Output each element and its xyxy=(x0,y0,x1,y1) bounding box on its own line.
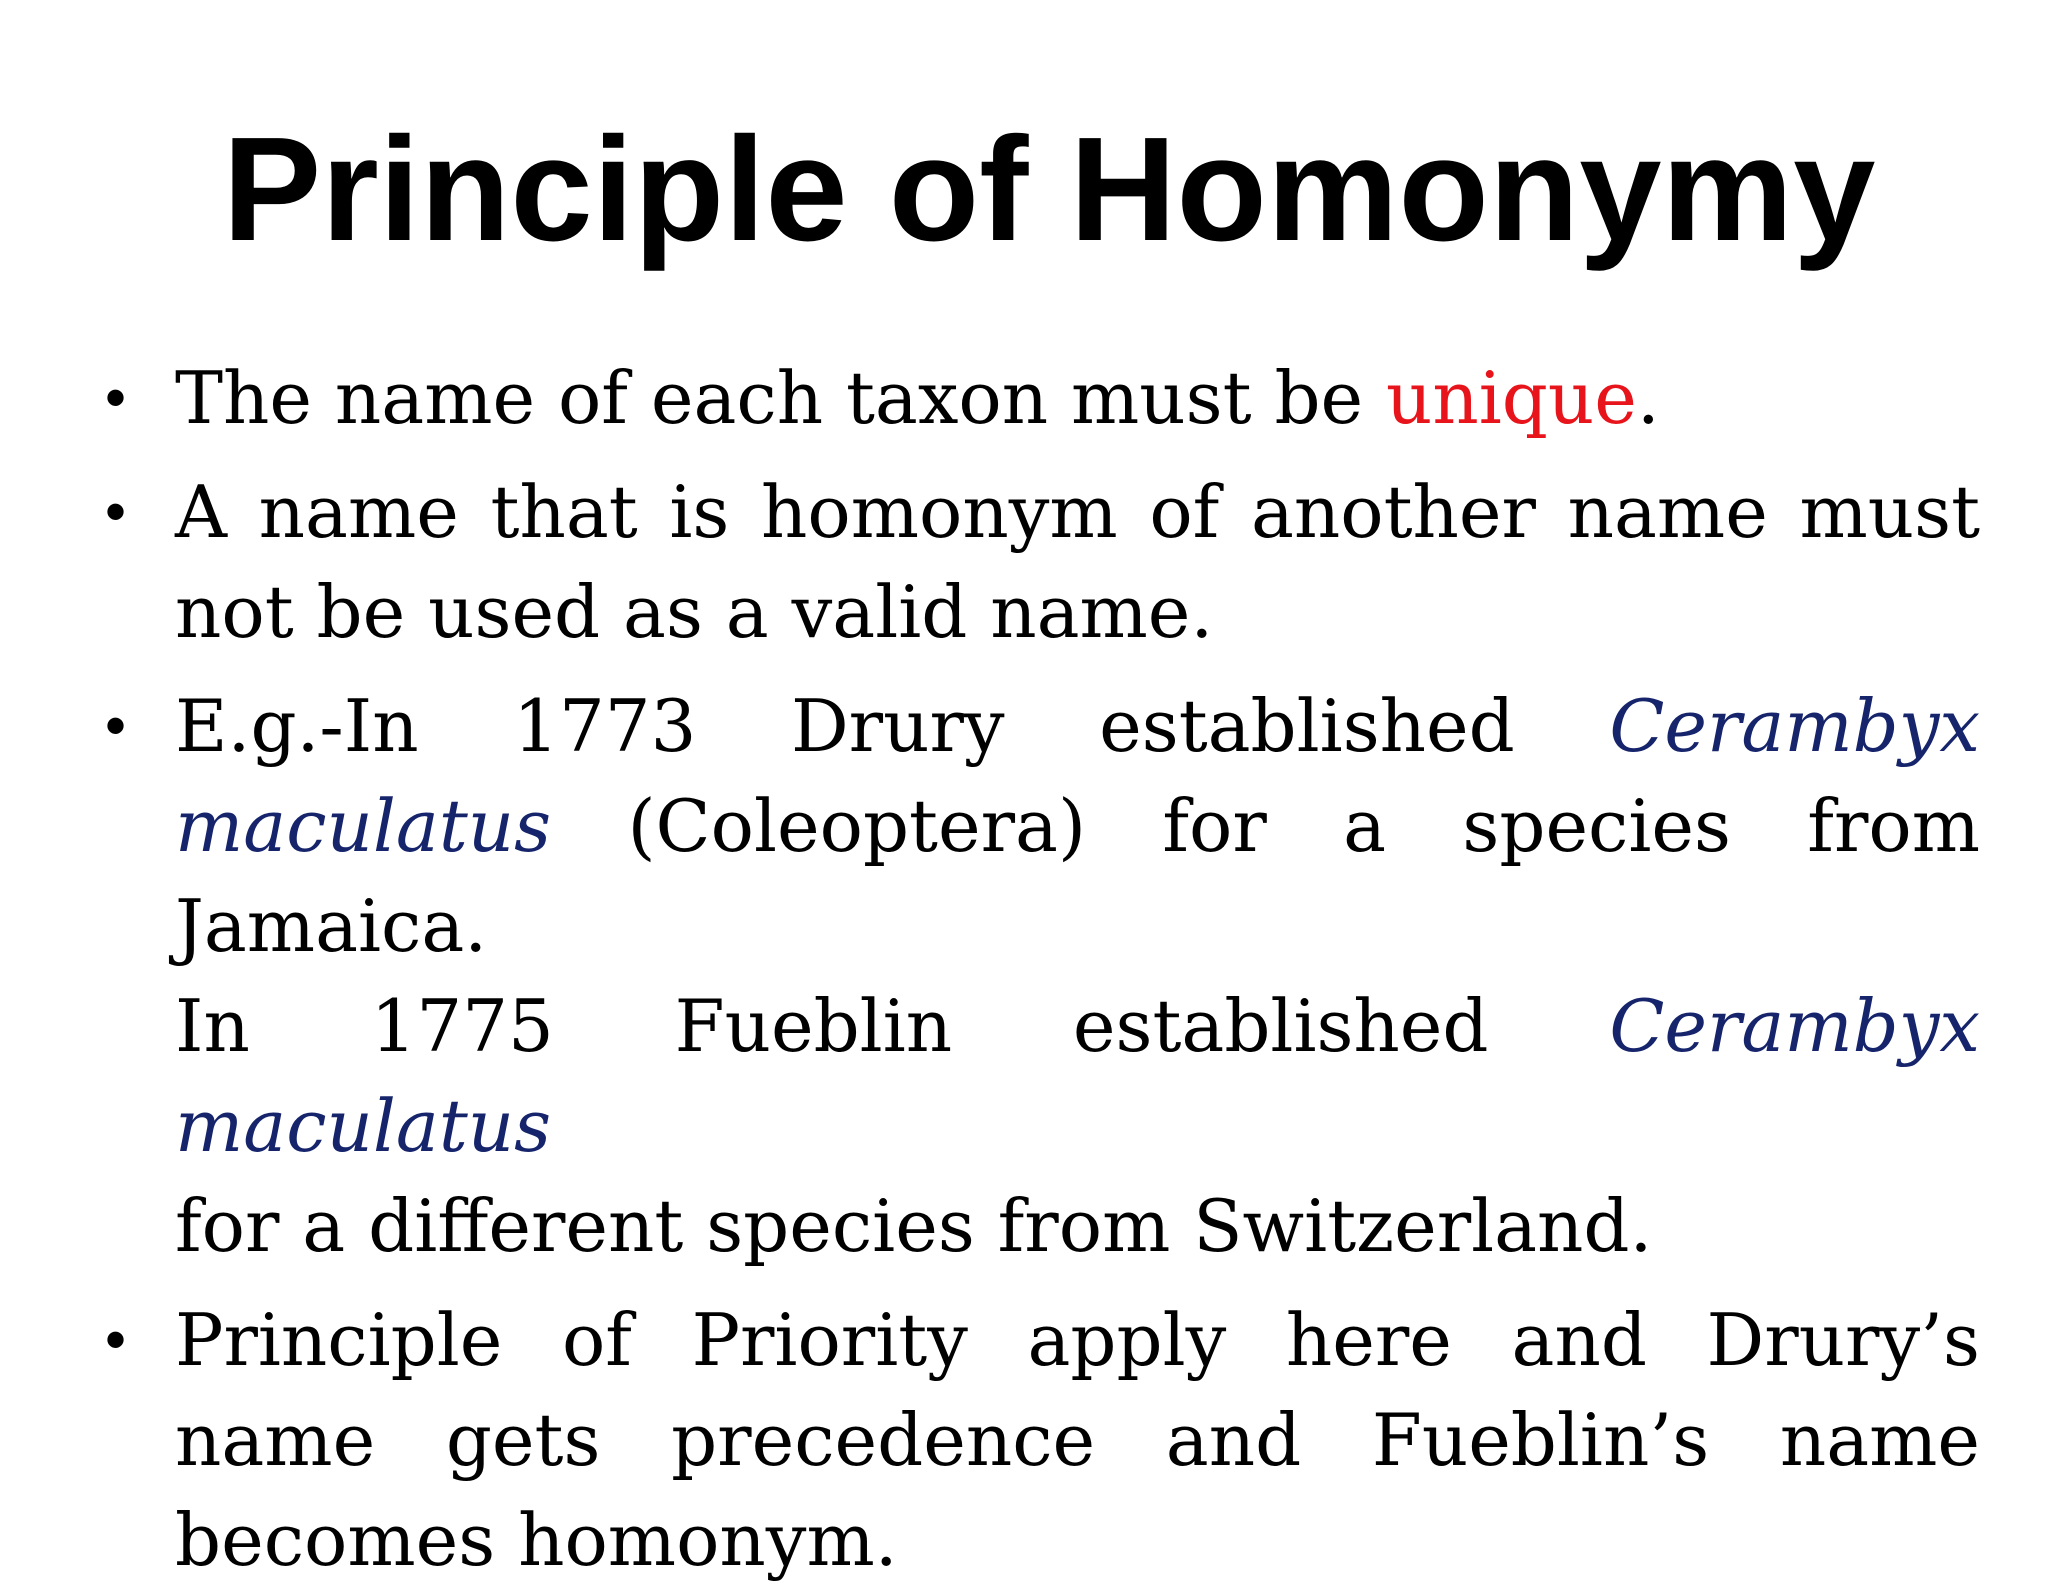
slide-title: Principle of Homonymy xyxy=(222,107,1876,272)
bullet-text-end: . xyxy=(1636,356,1660,440)
bullet-text: The name of each taxon must be xyxy=(175,356,1387,440)
bullet-dot-icon: • xyxy=(105,1306,127,1373)
example-line-2 xyxy=(175,776,1980,976)
bullet-dot-icon: • xyxy=(105,364,127,431)
example-text: (Coleoptera) for a species from Jamaica. xyxy=(175,784,1980,968)
bullet-item-unique-name xyxy=(105,348,1980,448)
species-name: maculatus xyxy=(175,784,552,868)
bullet-text: A name that is homonym of another name must not be used as a valid name. xyxy=(175,470,1980,654)
bullet-item-homonym-rule xyxy=(105,462,1980,662)
bullet-item-example xyxy=(105,676,1980,1276)
example-line-3 xyxy=(175,976,1980,1176)
example-text: In 1775 Fueblin established xyxy=(175,984,1610,1068)
example-text: E.g.-In 1773 Drury established xyxy=(175,684,1610,768)
bullet-list xyxy=(0,348,2048,1590)
bullet-item-priority xyxy=(105,1290,1980,1590)
bullet-dot-icon: • xyxy=(105,692,127,759)
example-line-1 xyxy=(175,676,1980,776)
bullet-dot-icon: • xyxy=(105,478,127,545)
bullet-text: Principle of Priority apply here and Drury’s name gets precedence and Fueblin’s name becomes homonym. xyxy=(175,1298,1980,1582)
species-name: Cerambyx maculatus xyxy=(175,984,1980,1168)
example-line-4: for a different species from Switzerland. xyxy=(175,1184,1653,1268)
species-name: Cerambyx xyxy=(1609,684,1980,768)
highlight-word: unique xyxy=(1386,356,1637,440)
